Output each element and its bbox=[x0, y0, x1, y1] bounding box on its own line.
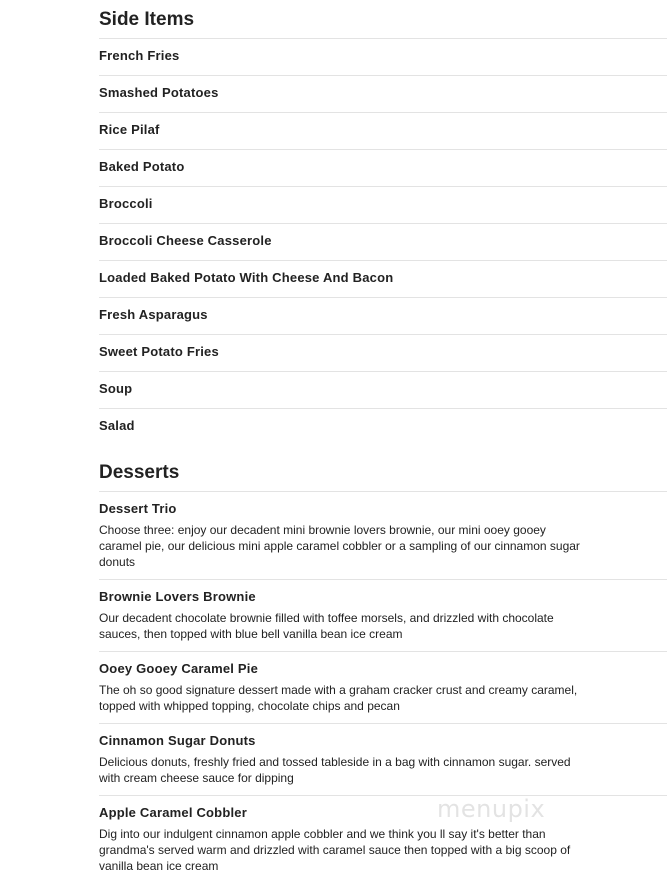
list-item bbox=[99, 334, 667, 371]
item-name: Loaded Baked Potato With Cheese And Bacon bbox=[99, 270, 394, 285]
item-name: Salad bbox=[99, 418, 135, 433]
list-item bbox=[99, 408, 667, 445]
side-items-section bbox=[99, 6, 667, 445]
item-name: Rice Pilaf bbox=[99, 122, 160, 137]
list-item bbox=[99, 186, 667, 223]
list-item bbox=[99, 260, 667, 297]
item-name: Soup bbox=[99, 381, 133, 396]
item-name: Ooey Gooey Caramel Pie bbox=[99, 661, 259, 676]
list-item bbox=[99, 75, 667, 112]
list-item bbox=[99, 723, 667, 786]
watermark-logo: menupix bbox=[437, 795, 546, 823]
list-item bbox=[99, 223, 667, 260]
list-item bbox=[99, 371, 667, 408]
item-name: French Fries bbox=[99, 48, 180, 63]
list-item bbox=[99, 491, 667, 570]
item-name: Fresh Asparagus bbox=[99, 307, 208, 322]
list-item bbox=[99, 38, 667, 75]
list-item bbox=[99, 651, 667, 714]
side-items-title: Side Items bbox=[99, 9, 195, 30]
item-name: Brownie Lovers Brownie bbox=[99, 589, 256, 604]
item-description: Choose three: enjoy our decadent mini brownie lovers brownie, our mini ooey gooey caramel pie, our delicious mini apple caramel cobbler or a sampling of our cinnamon sugar donuts bbox=[99, 523, 580, 569]
desserts-title: Desserts bbox=[99, 462, 180, 483]
item-name: Sweet Potato Fries bbox=[99, 344, 219, 359]
item-description: Delicious donuts, freshly fried and tossed tableside in a bag with cinnamon sugar. served with cream cheese sauce for dipping bbox=[99, 755, 571, 785]
item-name: Broccoli bbox=[99, 196, 153, 211]
item-name: Broccoli Cheese Casserole bbox=[99, 233, 272, 248]
item-description: The oh so good signature dessert made with a graham cracker crust and creamy caramel, topped with whipped topping, chocolate chips and pecan bbox=[99, 683, 578, 713]
item-description: Our decadent chocolate brownie filled with toffee morsels, and drizzled with chocolate sauces, then topped with blue bell vanilla bean ice cream bbox=[99, 611, 554, 641]
item-name: Smashed Potatoes bbox=[99, 85, 219, 100]
item-name: Apple Caramel Cobbler bbox=[99, 805, 247, 820]
list-item bbox=[99, 795, 667, 874]
list-item bbox=[99, 149, 667, 186]
list-item bbox=[99, 579, 667, 642]
item-name: Cinnamon Sugar Donuts bbox=[99, 733, 256, 748]
item-name: Dessert Trio bbox=[99, 501, 177, 516]
desserts-section bbox=[99, 459, 667, 883]
list-item bbox=[99, 297, 667, 334]
list-item bbox=[99, 112, 667, 149]
item-name: Baked Potato bbox=[99, 159, 185, 174]
item-description: Dig into our indulgent cinnamon apple cobbler and we think you ll say it's better than grandma's served warm and drizzled with caramel sauce then topped with a big scoop of vanilla bean ice cream bbox=[99, 827, 571, 873]
